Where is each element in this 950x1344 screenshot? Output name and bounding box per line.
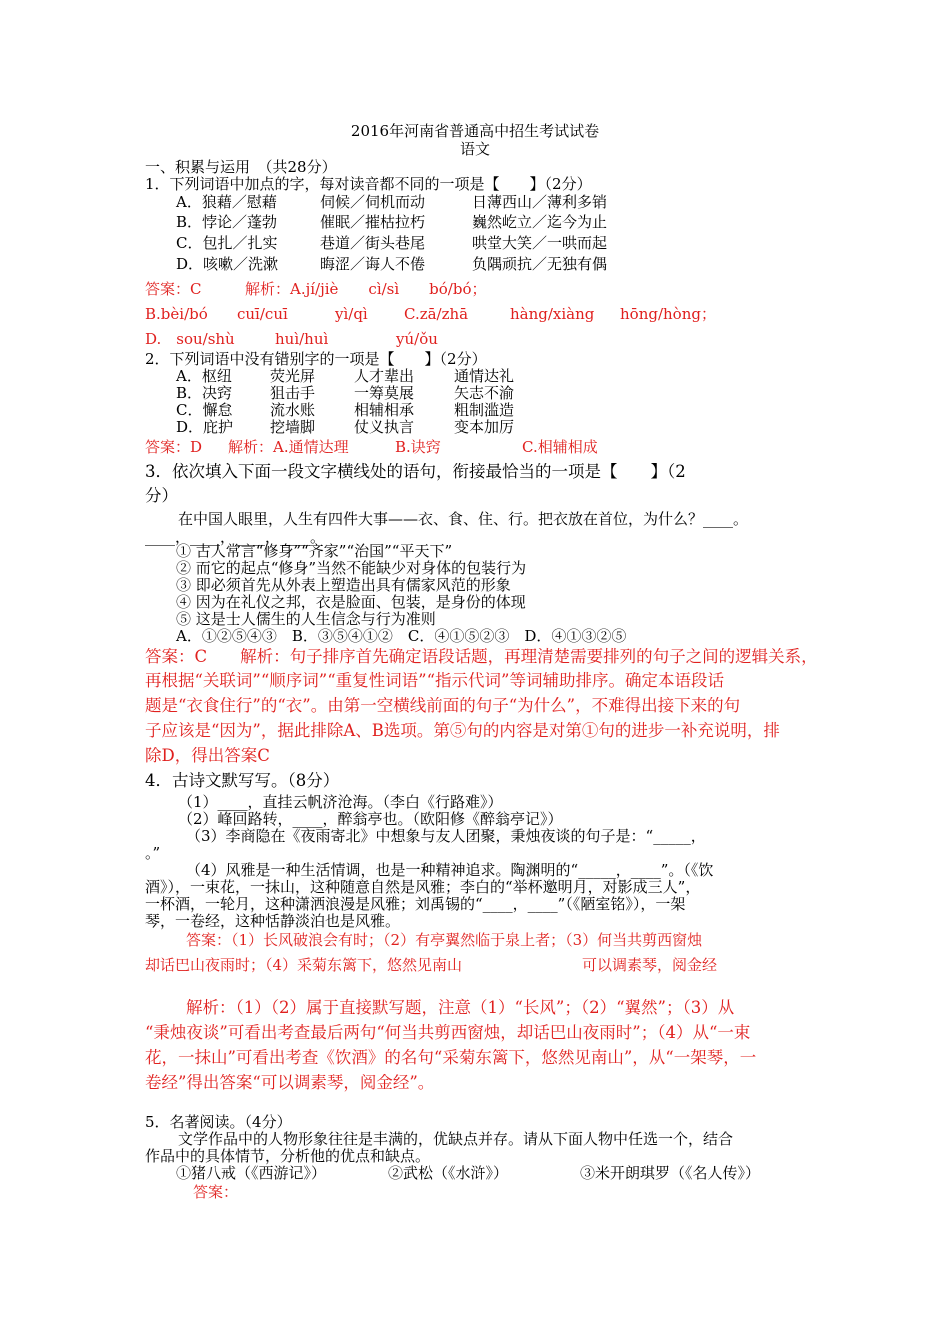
q2-stem: 2．下列词语中没有错别字的一项是【 】（2分） [145, 350, 487, 368]
q2-a-2: 荧光屏 [270, 367, 316, 385]
q1-option-a-col2: 伺候／伺机而动 [320, 193, 426, 211]
q3-sentence-2: ② 而它的起点“修身”当然不能缺少对身体的包装行为 [176, 559, 527, 577]
q1-stem: 1．下列词语中加点的字，每对读音都不同的一项是【 】（2分） [145, 175, 592, 193]
q4-item-3-line1: （3）李商隐在《夜雨寄北》中想象与友人团聚，秉烛夜谈的句子是：“_____， [186, 827, 706, 845]
q3-answer-line2: 再根据“关联词”“顺序词”“重复性词语”“指示代词”等词辅助排序。确定本语段话 [145, 671, 724, 690]
exam-title: 2016年河南省普通高中招生考试试卷 [350, 122, 600, 140]
q2-a-4: 通情达礼 [454, 367, 515, 385]
q1-option-b-col3: 巍然屹立／迄今为止 [472, 213, 608, 231]
q4-item-3-line2: 。” [145, 844, 161, 862]
q2-d-4: 变本加厉 [454, 418, 515, 436]
q1-c-pinyin-1: C.zā/zhā [404, 305, 469, 323]
q1-option-d-col1: D．咳嗽／洗漱 [176, 255, 279, 273]
q1-b-pinyin-3: yì/qì [335, 305, 368, 323]
q4-item-4-line2: 酒》），一束花，一抹山，这种随意自然是风雅；李白的“举杯邀明月，对影成三人”， [145, 878, 701, 896]
q4-item-4-line1: （4）风雅是一种生活情调，也是一种精神追求。陶渊明的“_____，____”。（《饮 [186, 861, 714, 879]
q2-a-3: 人才辈出 [354, 367, 415, 385]
q1-option-c-col2: 巷道／街头巷尾 [320, 234, 426, 252]
q3-sentence-1: ① 古人常言“修身”“齐家”“治国”“平天下” [176, 542, 453, 560]
q3-sentence-5: ⑤ 这是士人儒生的人生信念与行为准则 [176, 610, 436, 628]
q4-analysis-line1: 解析：（1）（2）属于直接默写题，注意（1）“长风”；（2）“翼然”；（3）从 [186, 998, 735, 1017]
q2-analysis-a: 解析：A.通情达理 [228, 438, 349, 456]
q4-analysis-line2: “秉烛夜谈”可看出考查最后两句“何当共剪西窗烛，却话巴山夜雨时”；（4）从“一束 [145, 1023, 751, 1042]
q1-c-pinyin-3: hōng/hòng； [620, 305, 716, 323]
q1-option-a-col1: A．狼藉／慰藉 [176, 193, 277, 211]
q2-analysis-b: B.诀窍 [395, 438, 441, 456]
q2-c-1: C．懈怠 [176, 401, 233, 419]
q1-d-pinyin-2: huì/huì [275, 330, 329, 348]
q4-stem: 4．古诗文默写写。（8分） [145, 771, 340, 790]
q4-answer-line1: 答案：（1）长风破浪会有时；（2）有亭翼然临于泉上者；（3）何当共剪西窗烛 [186, 931, 703, 949]
q1-option-d-col2: 晦涩／诲人不倦 [320, 255, 426, 273]
q3-answer-line3: 题是“衣食住行”的“衣”。由第一空横线前面的句子“为什么”，不难得出接下来的句 [145, 696, 741, 715]
q1-option-b-col1: B．悖论／蓬勃 [176, 213, 278, 231]
q4-item-4-line3: 一杯酒，一轮月，这种潇洒浪漫是风雅；刘禹锡的“____，____”（《陋室铭》），一架 [145, 895, 686, 913]
q2-analysis-c: C.相辅相成 [522, 438, 598, 456]
q3-passage-line1: 在中国人眼里，人生有四件大事——衣、食、住、行。把衣放在首位，为什么？____。 [178, 510, 749, 528]
q5-character-2: ②武松（《水浒》） [388, 1164, 509, 1182]
q2-d-1: D．庇护 [176, 418, 234, 436]
q4-analysis-line4: 卷经”得出答案“可以调素琴，阅金经”。 [145, 1073, 435, 1092]
q3-stem-line2: 分） [145, 486, 178, 505]
q4-answer-line2b: 可以调素琴，阅金经 [582, 956, 718, 974]
q1-b-pinyin-2: cuī/cuī [237, 305, 288, 323]
q1-c-pinyin-2: hàng/xiàng [510, 305, 595, 323]
q4-item-4-line4: 琴，一卷经，这种恬静淡泊也是风雅。 [145, 912, 401, 930]
q1-option-d-col3: 负隅顽抗／无独有偶 [472, 255, 608, 273]
q3-stem-line1: 3．依次填入下面一段文字横线处的语句，衔接最恰当的一项是【 】（2 [145, 462, 686, 481]
q2-c-2: 流水账 [270, 401, 316, 419]
q2-d-2: 挖墙脚 [270, 418, 316, 436]
q3-passage-line2: ____，____，____，____。 [145, 528, 326, 546]
q2-b-1: B．决窍 [176, 384, 233, 402]
q1-d-pinyin-1: D. sou/shù [145, 330, 235, 348]
q3-answer-line4: 子应该是“因为”，据此排除A、B选项。第⑤句的内容是对第①句的进步一补充说明，排 [145, 721, 780, 740]
q1-d-pinyin-3: yú/ǒu [396, 330, 438, 348]
q1-option-c-col3: 哄堂大笑／一哄而起 [472, 234, 608, 252]
q5-character-3: ③米开朗琪罗（《名人传》） [580, 1164, 761, 1182]
q4-answer-line2a: 却话巴山夜雨时；（4）采菊东篱下，悠然见南山 [145, 956, 463, 974]
q1-analysis: 解析：A.jí/jiè cì/sì bó/bó； [245, 280, 487, 298]
q5-stem: 5．名著阅读。（4分） [145, 1113, 292, 1131]
q5-prompt-line2: 作品中的具体情节，分析他的优点和缺点。 [145, 1147, 431, 1165]
q1-option-c-col1: C．包扎／扎实 [176, 234, 278, 252]
q5-prompt-line1: 文学作品中的人物形象往往是丰满的，优缺点并存。请从下面人物中任选一个，结合 [178, 1130, 734, 1148]
q1-option-b-col2: 催眠／摧枯拉朽 [320, 213, 426, 231]
q2-b-4: 矢志不渝 [454, 384, 515, 402]
section-heading: 一、积累与运用 （共28分） [145, 158, 337, 176]
q3-answer-line5: 除D，得出答案C [145, 746, 270, 765]
q2-c-4: 粗制滥造 [454, 401, 515, 419]
q2-b-3: 一筹莫展 [354, 384, 415, 402]
q2-answer-key: 答案：D [145, 438, 203, 456]
q5-answer: 答案： [193, 1183, 239, 1201]
q2-b-2: 狙击手 [270, 384, 316, 402]
q1-answer: 答案：C [145, 280, 202, 298]
q4-item-2: （2）峰回路转，____，醉翁亭也。（欧阳修《醉翁亭记》） [178, 810, 563, 828]
q3-options: A．①②⑤④③ B．③⑤④①② C．④①⑤②③ D．④①③②⑤ [176, 627, 627, 645]
q3-sentence-3: ③ 即必须首先从外表上塑造出具有儒家风范的形象 [176, 576, 511, 594]
q2-a-1: A．枢纽 [176, 367, 232, 385]
q4-item-1: （1）____，直挂云帆济沧海。（李白《行路难》） [178, 793, 503, 811]
q2-d-3: 仗义执言 [354, 418, 415, 436]
q4-analysis-line3: 花，一抹山”可看出考查《饮酒》的名句“采菊东篱下，悠然见南山”，从“一架琴，一 [145, 1048, 757, 1067]
q1-b-pinyin-1: B.bèi/bó [145, 305, 208, 323]
subject-title: 语文 [459, 140, 490, 158]
q2-c-3: 相辅相承 [354, 401, 415, 419]
q5-character-1: ①猪八戒（《西游记》） [176, 1164, 327, 1182]
q3-answer-line1: 答案：C 解析：句子排序首先确定语段话题，再理清楚需要排列的句子之间的逻辑关系， [145, 647, 818, 666]
q3-sentence-4: ④ 因为在礼仪之邦，衣是脸面、包装，是身份的体现 [176, 593, 526, 611]
q1-option-a-col3: 日薄西山／薄利多销 [472, 193, 608, 211]
